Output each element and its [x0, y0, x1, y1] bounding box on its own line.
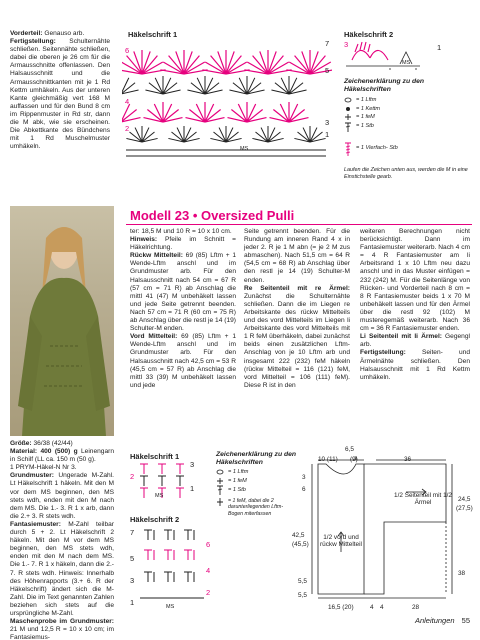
- pattern-schematic: [296, 452, 472, 608]
- paragraph: Rückw Mittelteil: 69 (85) Lftm + 1 Wende-Lftm anschl und im Grundmuster arb. Für den Halsausschnitt nach 54 cm = 67 R (57 cm = 71 R) ab Anschlag die mittl 41 (47) M unbehäkelt lassen und jede Seite getrennt beenden. Nach 57 cm = 71 R (60 cm = 75 R) ab Anschlag über die restl je 14 (19) Schulter-M enden.: [130, 252, 237, 333]
- dim-label: (27,5): [456, 505, 473, 512]
- slip-stitch-icon: [344, 106, 352, 112]
- row-number: 1: [325, 130, 330, 139]
- dim-label: 24,5: [458, 496, 471, 503]
- chart-b2-title: Häkelschrift 2: [130, 515, 180, 524]
- chain-stitch-icon: [216, 469, 224, 475]
- single-crochet-icon: [216, 478, 224, 484]
- row-number: 3: [190, 460, 195, 469]
- legend-item: = 1 feM: [344, 113, 398, 122]
- single-crochet-around-icon: [216, 498, 224, 506]
- paragraph: ter: 18,5 M und 10 R = 10 x 10 cm.: [130, 228, 232, 235]
- chart-b1-title: Häkelschrift 1: [130, 452, 180, 461]
- photo-illustration: [10, 206, 114, 436]
- section-label: Anleitungen: [414, 616, 455, 625]
- paragraph: Vorderteil: Genauso arb.: [10, 30, 85, 37]
- row-number: 2: [125, 124, 130, 133]
- paragraph: Re Seitenteil mit re Ärmel: Zunächst die Schulternähte schließen. Dann die im Liegen re Arbeitskante des rückw Mittelteils und des vord Mittelteils im Liegen li Arbeitskante des vord Mittelteils mit 1 R feM überhäkeln, dabei zunächst beids einen zusätzlichen Lftm-Anschlag von je 10 Lftm arb und insgesamt 222 (232) feM häkeln (rückw Mittelteil = 116 (121) feM, vord Mittelteil = 106 (111) feM). Diese R ist in den: [244, 284, 350, 389]
- ms-label: MS: [166, 604, 175, 610]
- center-piece-outline: [318, 464, 364, 594]
- row-number: 5: [325, 66, 330, 75]
- row-number: 4: [125, 97, 130, 106]
- paragraph: Fantasiemuster: M-Zahl teilbar durch 5 + 2. Lt Häkelschrift 2 häkeln. Mit den M vor dem MS beginnen, den MS stets wdh, enden mit den M nach dem MS. Die 1.- 7. R 1 x häkeln, dann die 2.- 7. R stets wdh. Hinweis: Innerhalb des Höhenrapports (3.+ 6. R der Häkelschrift) ändert sich die M-Zahl. Die im Text genannten Zahlen beziehen sich stets auf die ursprüngliche M-Zahl.: [10, 520, 114, 617]
- footer: [415, 616, 470, 625]
- double-crochet-icon: [344, 122, 352, 132]
- paragraph: Li Seitenteil mit li Ärmel: Gegengl arb.: [360, 333, 470, 349]
- legend-item: = 1 Stb: [344, 122, 398, 132]
- dim-label: 5,5: [298, 592, 307, 599]
- legend-item: = 1 Kettm: [344, 105, 398, 114]
- legend-item: = 1 Vierfach- Stb: [344, 142, 398, 156]
- crochet-chart-b2: [138, 524, 211, 604]
- row-number: 4: [206, 566, 211, 575]
- row-number: 7: [130, 528, 135, 537]
- paragraph: weiteren Berechnungen nicht berücksichtigt. Dann im Fantasiemuster weiterarb. Nach 4 cm = 4 R Fantasiemuster am li Arbeitsrand 1 x 10 Lftm neu dazu anschl und in das Muster einfügen = 232 (242) M. Für die Seitenlänge von Rücken- und Vorderteil nach 8 cm = 8 R Fantasiemuster beids 1 x 70 M unbehäkelt lassen und für den Ärmel über die restl 92 (102) M musteregemäß weiterarb. Nach 36 cm = 36 R Fantasiemuster enden.: [360, 228, 470, 333]
- page-number: 55: [461, 616, 470, 625]
- dim-label: 42,5: [292, 532, 305, 539]
- row-number: 6: [206, 540, 211, 549]
- legend-item: = 1 Lftm: [344, 96, 398, 105]
- row-number: 3: [344, 40, 349, 49]
- row-number: 7: [325, 39, 330, 48]
- single-crochet-icon: [344, 114, 352, 120]
- paragraph: Größe: 36/38 (42/44): [10, 440, 73, 447]
- model-photo: [10, 206, 114, 436]
- dim-label: 4: [370, 604, 374, 611]
- paragraph: Fertigstellung: Schulternähte schließen. Seitennähte schließen, dabei die oberen je 26 cm für die Armausschnitte offenlassen. Den Halsausschnitt und die Armausschnittkanten mit je 1 Rd Kettm umhäkeln. Aus der unteren Kante gleichmäßig vert 168 M auffassen und für den Bund 8 cm im Rippenmuster in Rd str, dann die M abk, wie sie erscheinen. Die Abkettkante des Bündchens mit 1 Rd Muschelmuster umhäkeln.: [10, 38, 110, 151]
- dim-label: (9): [350, 456, 358, 463]
- dim-label: 6: [302, 486, 306, 493]
- legend-item: = 1 Lftm: [216, 468, 298, 477]
- legend-title: Zeichenerklärung zu den Häkelschriften: [344, 78, 425, 93]
- model-title: Modell 23 • Oversized Pulli: [130, 208, 295, 223]
- dim-label: 36: [404, 456, 412, 463]
- row-number: 1: [130, 598, 135, 607]
- material-text: [10, 440, 114, 640]
- dim-label: 38: [458, 570, 466, 577]
- dim-label: 10 (11): [318, 456, 338, 463]
- ms-label: MS: [155, 493, 164, 499]
- paragraph: Hinweis: Pfeile im Schnitt = Häkelrichtung.: [130, 236, 236, 252]
- ms-label: MS: [240, 146, 249, 152]
- side-piece-label: 1/2 Seitenteil mit 1/2 Ärmel: [394, 492, 452, 506]
- center-piece-label: 1/2 vord und rückw Mittelteil: [320, 534, 362, 548]
- dim-label: 3: [302, 474, 306, 481]
- legend-item: = 1 Stb: [216, 485, 298, 495]
- row-number: 1: [437, 43, 442, 52]
- legend-item: = 1 feM, dabei die 2 darunterliegenden Lftm-Bogen miterfassen: [216, 498, 298, 517]
- legend-title: Zeichenerklärung zu den Häkelschriften: [216, 451, 297, 466]
- instructions-col-2: [130, 228, 236, 390]
- crochet-chart-2: [340, 38, 430, 70]
- dim-label: (45,5): [292, 541, 309, 548]
- dim-label: 28: [412, 604, 420, 611]
- legend-item: = 1 feM: [216, 477, 298, 486]
- quadruple-crochet-icon: [344, 142, 352, 156]
- row-number: 6: [125, 46, 130, 55]
- legend-list: [344, 96, 398, 156]
- crochet-chart-1: [122, 38, 332, 166]
- paragraph: Fertigstellung: Seiten- und Ärmelnähte schließen. Den Halsausschnitt mit 1 Rd Kettm umhäkeln.: [360, 349, 470, 381]
- paragraph: Material: 400 (500) g Leinengarn in Schilf (LL ca. 150 m (50 g).: [10, 448, 114, 464]
- row-number: 3: [325, 118, 330, 127]
- instructions-col-3: [244, 228, 350, 390]
- legend-note: Laufen die Zeichen unten aus, werden die M in eine Einstichstelle gearb.: [344, 167, 468, 180]
- ms-label: MS: [402, 60, 411, 66]
- row-number: 5: [130, 554, 135, 563]
- side-piece-outline: [364, 464, 446, 594]
- row-number: 2: [206, 588, 211, 597]
- row-number: 2: [130, 472, 135, 481]
- row-number: 1: [190, 484, 195, 493]
- title-underline: [126, 224, 472, 225]
- paragraph: Grundmuster: Ungerade M-Zahl. Lt Häkelschrift 1 häkeln. Mit den M vor dem MS beginnen, den MS stets wdh, enden mit den M nach dem MS. Die 1.- 3. R 1 x arb, dann die 2.+ 3. R stets wdh.: [10, 472, 114, 520]
- dim-label: 4: [380, 604, 384, 611]
- chart1-title: Häkelschrift 1: [128, 30, 178, 39]
- paragraph: Seite getrennt beenden. Für die Rundung am inneren Rand 4 x in jeder 2. R je 1 M abn (= je 2 M zus abmaschen). Nach 51,5 cm = 64 R (54,5 cm = 68 R) ab Anschlag über den restl je 14 (19) Schulter-M enden.: [244, 228, 350, 284]
- legend-list: [216, 468, 298, 517]
- dim-label: 16,5 (20): [328, 604, 354, 611]
- intro-text: [10, 30, 110, 151]
- paragraph: 1 PRYM-Häkel-N Nr 3.: [10, 464, 77, 472]
- chain-stitch-icon: [344, 97, 352, 103]
- dim-label: 5,5: [298, 578, 307, 585]
- double-crochet-icon: [216, 485, 224, 495]
- paragraph: Vord Mittelteil: 69 (85) Lftm + 1 Wende-Lftm anschl und im Grundmuster arb. Für den Halsausschnitt nach 42,5 cm = 53 R (45,5 cm = 57 R) ab Anschlag die mittl 33 (39) M unbehäkelt lassen und jede: [130, 333, 236, 389]
- row-number: 3: [130, 576, 135, 585]
- chart2-title: Häkelschrift 2: [344, 30, 394, 39]
- dim-label: 6,5: [345, 446, 354, 453]
- instructions-col-4: [360, 228, 470, 382]
- paragraph: Maschenprobe im Grundmuster: 21 M und 12,5 R = 10 x 10 cm; im Fantasiemus-: [10, 618, 114, 640]
